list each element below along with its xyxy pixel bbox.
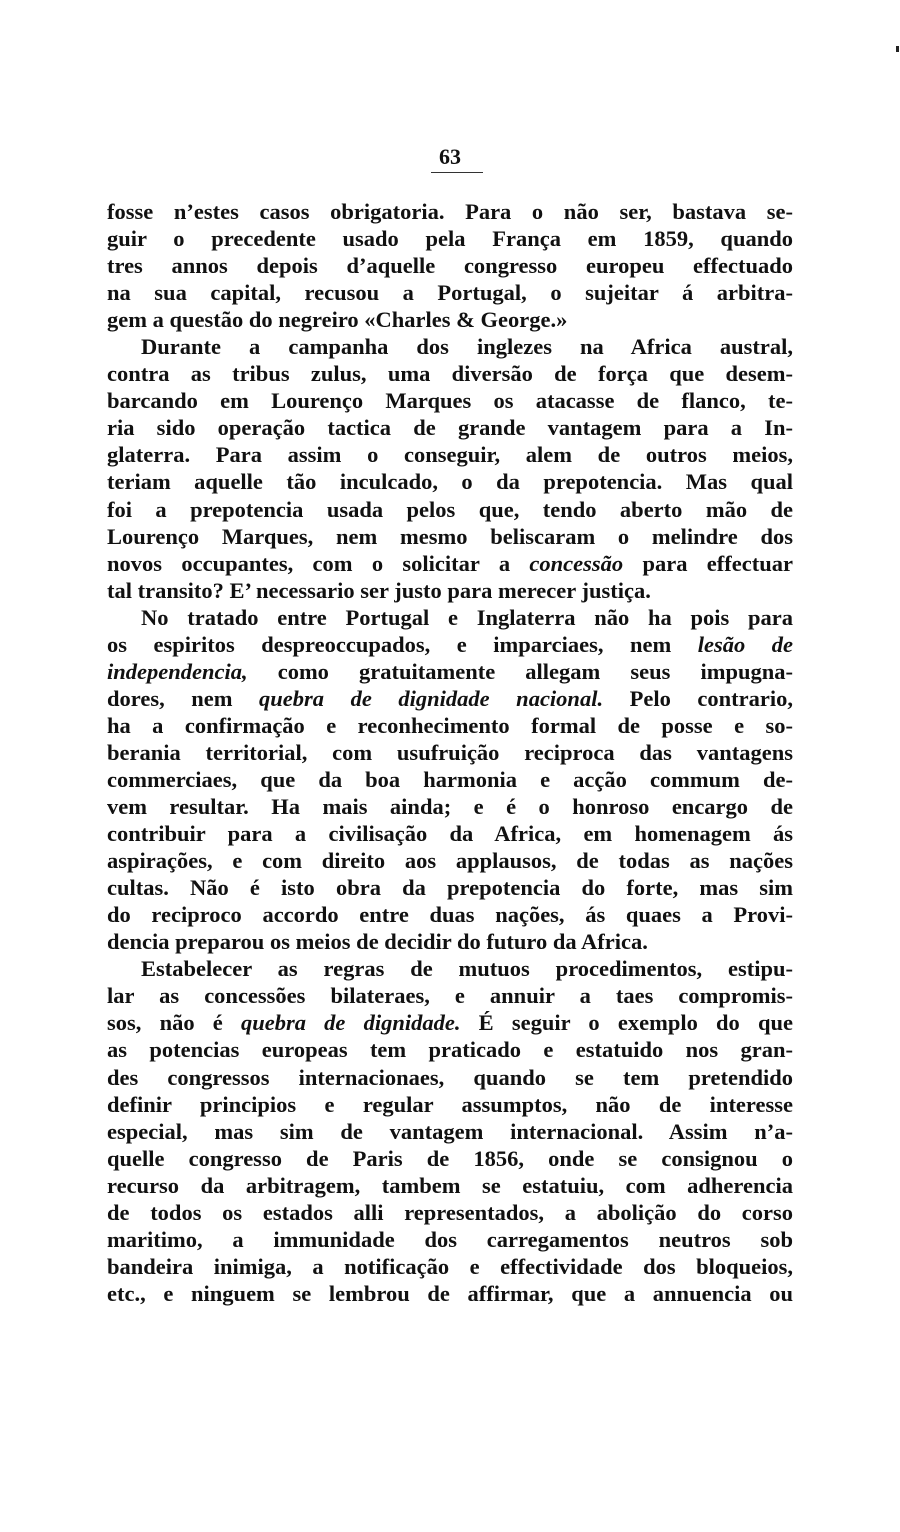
text-line	[107, 414, 793, 441]
text-segment: recurso da arbitragem, tambem se estatuiu, com adherencia	[107, 1172, 793, 1198]
text-line	[107, 1280, 793, 1307]
text-segment: etc., e ninguem se lembrou de affirmar, que a annuencia ou	[107, 1280, 793, 1306]
text-segment: aspirações, e com direito aos applausos, de todas as nações	[107, 848, 793, 874]
text-line	[107, 739, 793, 766]
text-line	[107, 928, 793, 955]
italic-text: lesão de	[697, 631, 793, 657]
text-segment: Estabelecer as regras de mutuos procedimentos, estipu-	[141, 956, 793, 982]
italic-text: quebra de dignidade.	[240, 1010, 461, 1036]
text-segment: teriam aquelle tão inculcado, o da prepotencia. Mas qual	[107, 469, 793, 495]
text-line	[107, 793, 793, 820]
text-line	[107, 1199, 793, 1226]
text-segment: des congressos internacionaes, quando se tem pretendido	[107, 1064, 793, 1090]
text-segment: É seguir o exemplo do que	[460, 1010, 793, 1036]
text-segment: Durante a campanha dos inglezes na Africa austral,	[141, 334, 793, 360]
body-text	[107, 198, 793, 1307]
text-segment: fosse n’estes casos obrigatoria. Para o não ser, bastava se-	[107, 199, 793, 224]
text-line	[107, 982, 793, 1009]
text-segment: foi a prepotencia usada pelos que, tendo aberto mão de	[107, 496, 793, 522]
paragraph	[107, 604, 793, 956]
text-segment: berania territorial, com usufruição reciproca das vantagens	[107, 739, 793, 765]
text-segment: glaterra. Para assim o conseguir, alem de outros meios,	[107, 442, 793, 468]
text-segment: vem resultar. Ha mais ainda; e é o honroso encargo de	[107, 794, 793, 820]
text-line	[107, 496, 793, 523]
text-line	[107, 306, 793, 333]
text-line	[107, 198, 793, 225]
text-line	[107, 901, 793, 928]
text-line	[107, 685, 793, 712]
text-segment: No tratado entre Portugal e Inglaterra não ha pois para	[141, 604, 793, 630]
text-line	[107, 1064, 793, 1091]
text-line	[107, 577, 793, 604]
text-segment: cultas. Não é isto obra da prepotencia do forte, mas sim	[107, 875, 793, 901]
text-segment: novos occupantes, com o solicitar a	[107, 550, 530, 576]
text-line	[107, 658, 793, 685]
text-line	[107, 712, 793, 739]
text-line	[107, 631, 793, 658]
text-segment: bandeira inimiga, a notificação e effectividade dos bloqueios,	[107, 1253, 793, 1279]
text-segment: os espiritos despreoccupados, e imparciaes, nem	[107, 631, 698, 657]
text-segment: definir principios e regular assumptos, não de interesse	[107, 1091, 793, 1117]
text-segment: contra as tribus zulus, uma diversão de força que desem-	[107, 361, 793, 387]
text-segment: sos, não é	[107, 1010, 241, 1036]
text-line	[107, 523, 793, 550]
text-line	[107, 1172, 793, 1199]
text-segment: tres annos depois d’aquelle congresso europeu effectuado	[107, 253, 793, 279]
text-line	[107, 387, 793, 414]
text-line	[107, 1009, 793, 1036]
text-line	[107, 225, 793, 252]
page-number: 63	[439, 144, 461, 169]
text-segment: maritimo, a immunidade dos carregamentos neutros sob	[107, 1226, 793, 1252]
text-segment: quelle congresso de Paris de 1856, onde se consignou o	[107, 1145, 793, 1171]
text-line	[107, 820, 793, 847]
text-segment: ha a confirmação e reconhecimento formal de posse e so-	[107, 712, 793, 738]
text-line	[107, 1036, 793, 1063]
text-segment: especial, mas sim de vantagem internacional. Assim n’a-	[107, 1118, 793, 1144]
text-segment: lar as concessões bilateraes, e annuir a taes compromis-	[107, 983, 793, 1009]
text-line	[107, 441, 793, 468]
text-line	[107, 1091, 793, 1118]
text-line	[107, 1226, 793, 1253]
text-segment: as potencias europeas tem praticado e estatuido nos gran-	[107, 1037, 793, 1063]
text-segment: na sua capital, recusou a Portugal, o sujeitar á arbitra-	[107, 280, 793, 306]
text-line	[107, 1118, 793, 1145]
text-line	[107, 766, 793, 793]
text-segment: barcando em Lourenço Marques os atacasse de flanco, te-	[107, 388, 793, 414]
text-segment: contribuir para a civilisação da Africa, em homenagem ás	[107, 821, 793, 847]
text-line	[107, 360, 793, 387]
text-line	[107, 550, 793, 577]
text-line	[107, 874, 793, 901]
italic-text: concessão	[529, 550, 624, 576]
text-segment: de todos os estados alli representados, a abolição do corso	[107, 1199, 793, 1225]
text-segment: guir o precedente usado pela França em 1859, quando	[107, 226, 793, 252]
text-segment: commerciaes, que da boa harmonia e acção commum de-	[107, 766, 793, 792]
text-segment: para effectuar	[623, 550, 793, 576]
text-line	[107, 252, 793, 279]
text-line	[107, 468, 793, 495]
paragraph	[107, 955, 793, 1307]
italic-text: quebra de dignidade nacional.	[259, 685, 604, 711]
text-line	[107, 279, 793, 306]
text-line	[107, 1145, 793, 1172]
text-line	[107, 955, 793, 982]
paragraph	[107, 198, 793, 333]
text-segment: gem a questão do negreiro «Charles & George.»	[107, 307, 568, 333]
text-line	[107, 847, 793, 874]
scan-speck	[896, 46, 899, 52]
text-segment: Lourenço Marques, nem mesmo beliscaram o melindre dos	[107, 523, 793, 549]
text-segment: do reciproco accordo entre duas nações, ás quaes a Provi-	[107, 902, 793, 928]
text-segment: tal transito? E’ necessario ser justo para merecer justiça.	[107, 577, 651, 603]
page-number-rule	[431, 172, 483, 173]
text-segment: como gratuitamente allegam seus impugna-	[247, 658, 793, 684]
text-line	[107, 604, 793, 631]
italic-text: independencia,	[107, 658, 248, 684]
text-line	[107, 333, 793, 360]
text-segment: ria sido operação tactica de grande vantagem para a In-	[107, 415, 793, 441]
text-segment: dores, nem	[107, 685, 260, 711]
text-line	[107, 1253, 793, 1280]
paragraph	[107, 333, 793, 603]
text-segment: Pelo contrario,	[603, 685, 793, 711]
text-segment: dencia preparou os meios de decidir do futuro da Africa.	[107, 929, 648, 955]
